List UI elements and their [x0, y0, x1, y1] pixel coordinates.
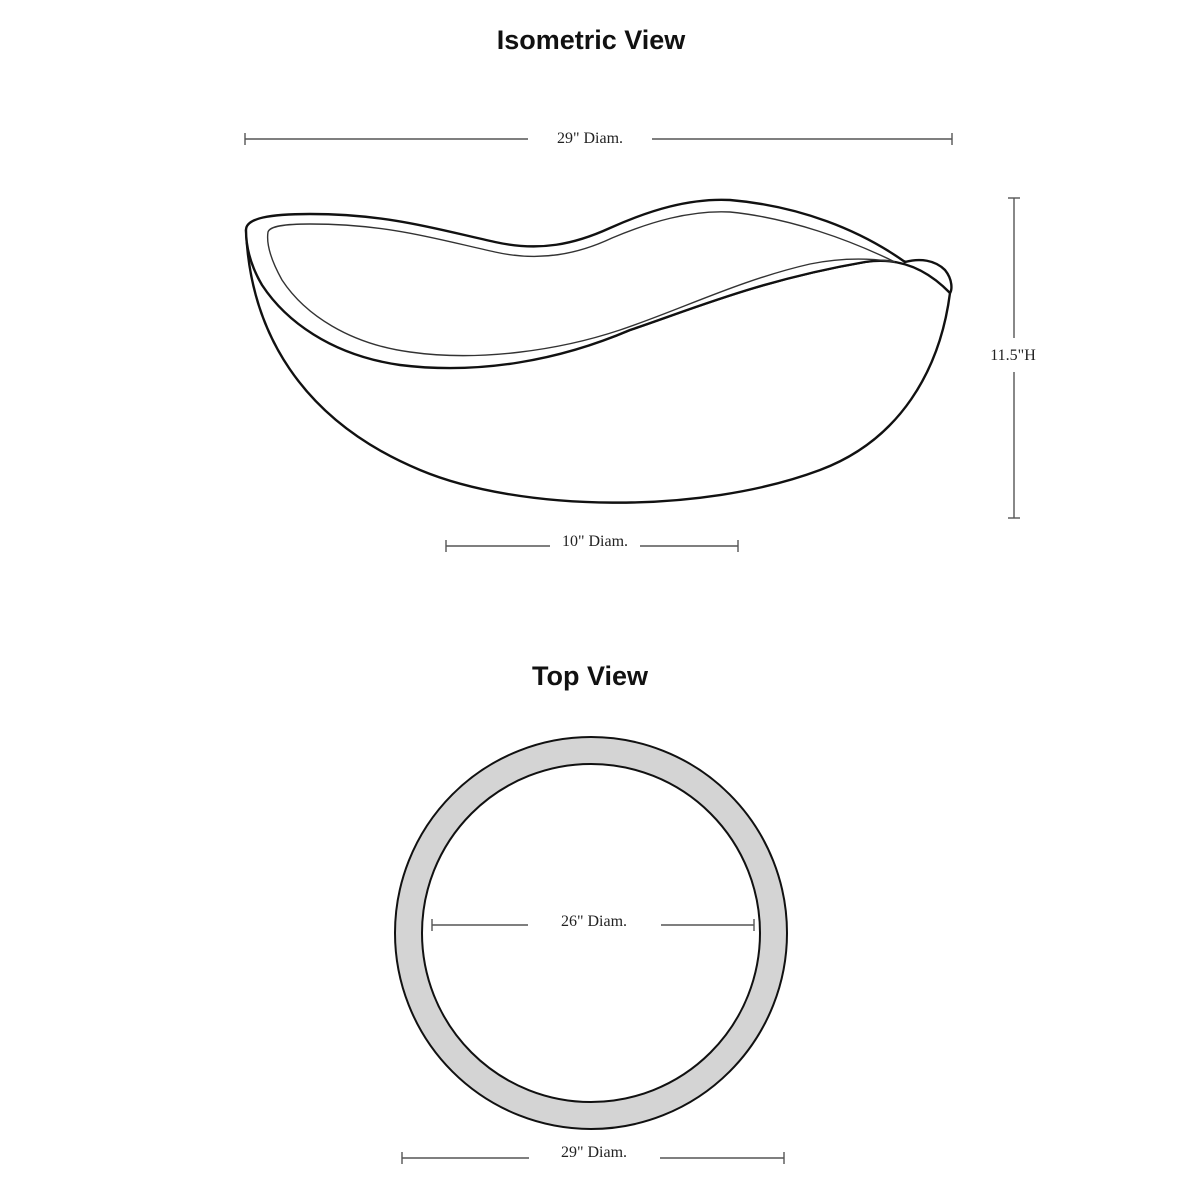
isometric-view	[245, 25, 1036, 552]
bowl-inner-opening	[422, 764, 760, 1102]
base-width-dimension	[446, 533, 738, 552]
isometric-view-title: Isometric View	[496, 25, 686, 55]
base-width-label: 10" Diam.	[561, 533, 629, 550]
inner-diameter-label: 26" Diam.	[560, 913, 628, 930]
height-dimension	[990, 198, 1036, 518]
outer-diameter-dimension	[402, 1144, 784, 1164]
outer-diameter-label: 29" Diam.	[560, 1144, 628, 1161]
bowl-isometric-outline	[246, 200, 951, 503]
top-view	[395, 661, 787, 1164]
height-label: 11.5"H	[990, 347, 1036, 364]
top-view-title: Top View	[531, 661, 649, 691]
top-width-dimension	[245, 130, 952, 147]
top-width-label: 29" Diam.	[556, 130, 624, 147]
